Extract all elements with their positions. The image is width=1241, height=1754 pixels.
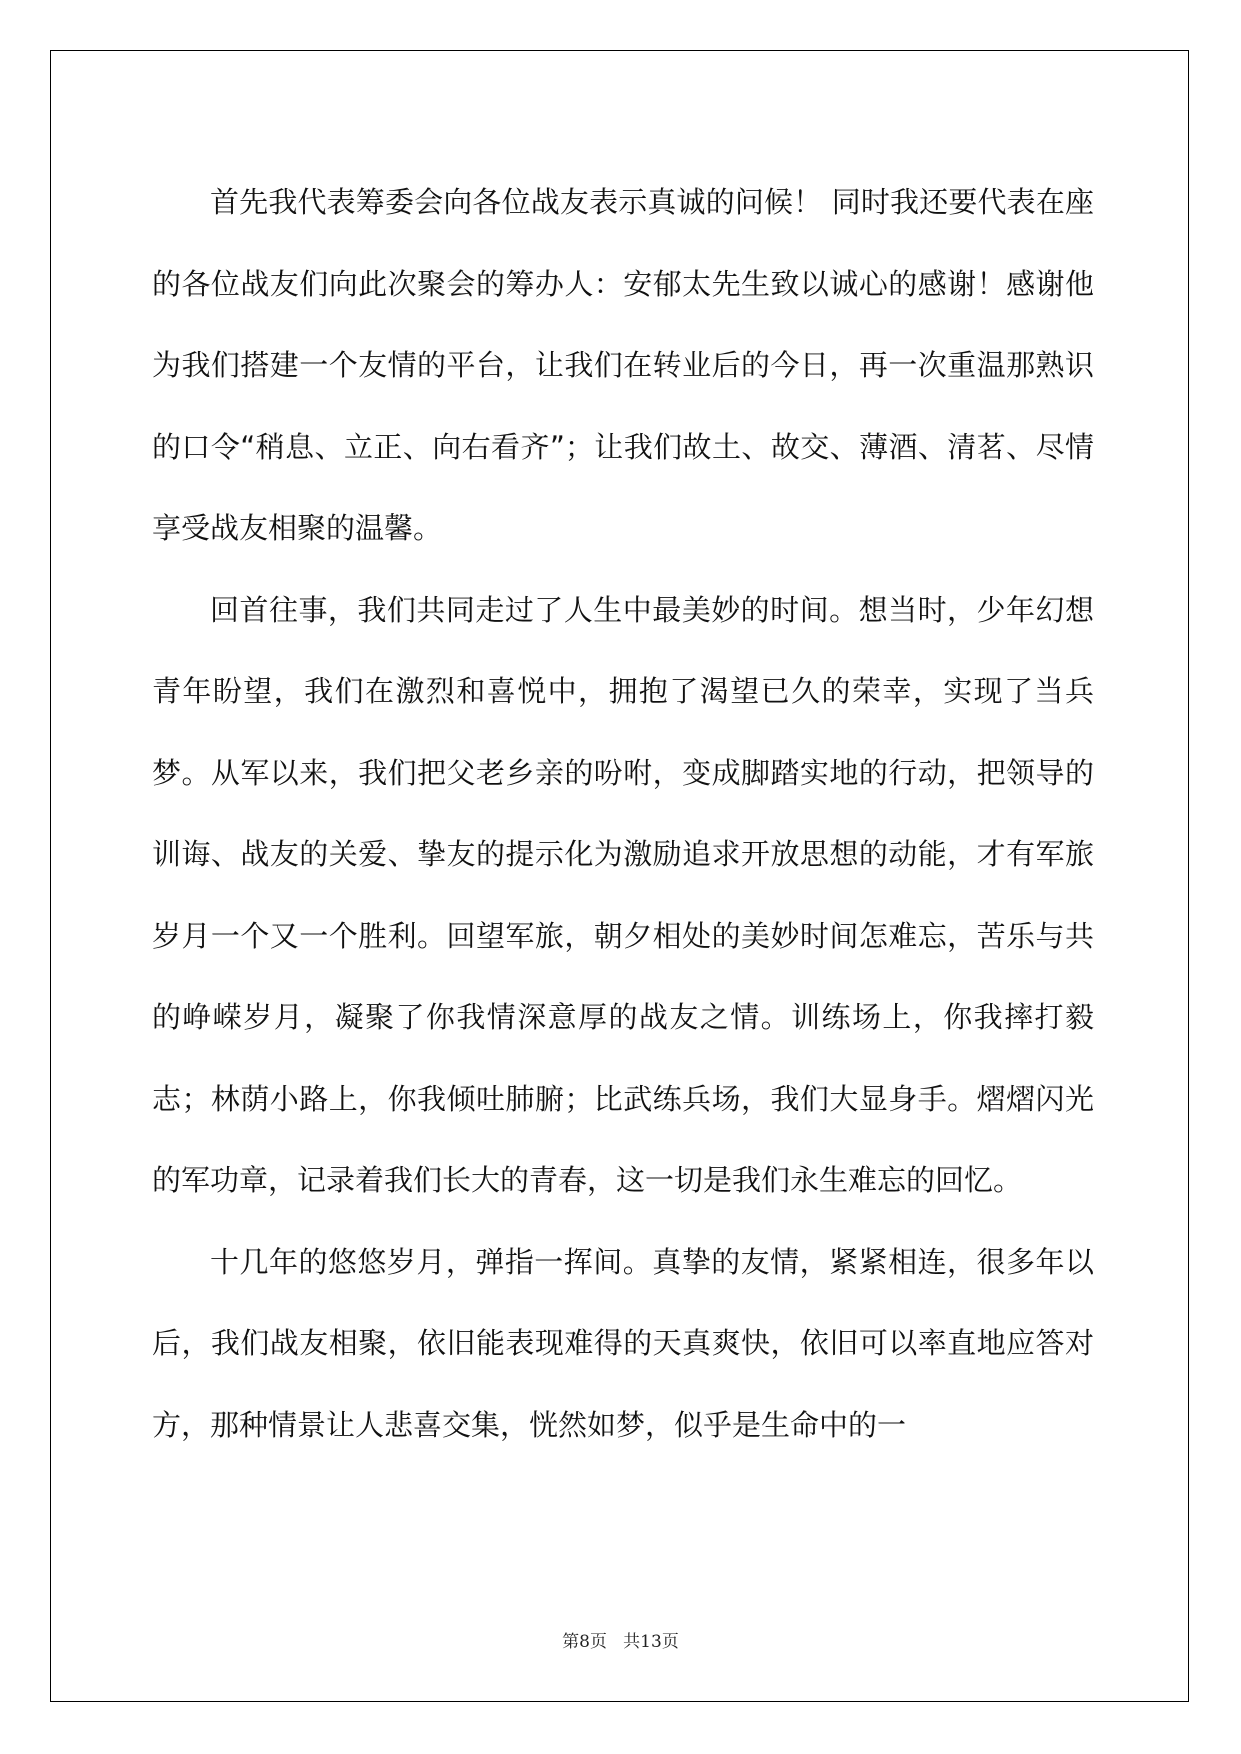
paragraph-3: 十几年的悠悠岁月，弹指一挥间。真挚的友情，紧紧相连，很多年以后，我们战友相聚，依旧能表现难得的天真爽快，依旧可以率直地应答对方，那种情景让人悲喜交集，恍然如梦，似乎是生命中的一 xyxy=(152,1244,1094,1442)
paragraph-2: 回首往事，我们共同走过了人生中最美妙的时间。想当时，少年幻想青年盼望，我们在激烈和喜悦中，拥抱了渴望已久的荣幸，实现了当兵梦。从军以来，我们把父老乡亲的吩咐，变成脚踏实地的行动，把领导的训诲、战友的关爱、挚友的提示化为激励追求开放思想的动能，才有军旅岁月一个又一个胜利。回望军旅，朝夕相处的美妙时间怎难忘，苦乐与共的峥嵘岁月，凝聚了你我情深意厚的战友之情。训练场上，你我摔打毅志；林荫小路上，你我倾吐肺腑；比武练兵场，我们大显身手。熠熠闪光的军功章，记录着我们长大的青春，这一切是我们永生难忘的回忆。 xyxy=(152,592,1094,1197)
page-number-footer: 第8页 共13页 xyxy=(562,1632,679,1652)
paragraph-1: 首先我代表筹委会向各位战友表示真诚的问候！ 同时我还要代表在座的各位战友们向此次聚会的筹办人：安郁太先生致以诚心的感谢！感谢他为我们搭建一个友情的平台，让我们在转业后的今日，再一次重温那熟识的口令“稍息、立正、向右看齐”；让我们故土、故交、薄酒、清茗、尽情享受战友相聚的温馨。 xyxy=(152,185,1094,545)
document-body xyxy=(152,162,1094,1466)
